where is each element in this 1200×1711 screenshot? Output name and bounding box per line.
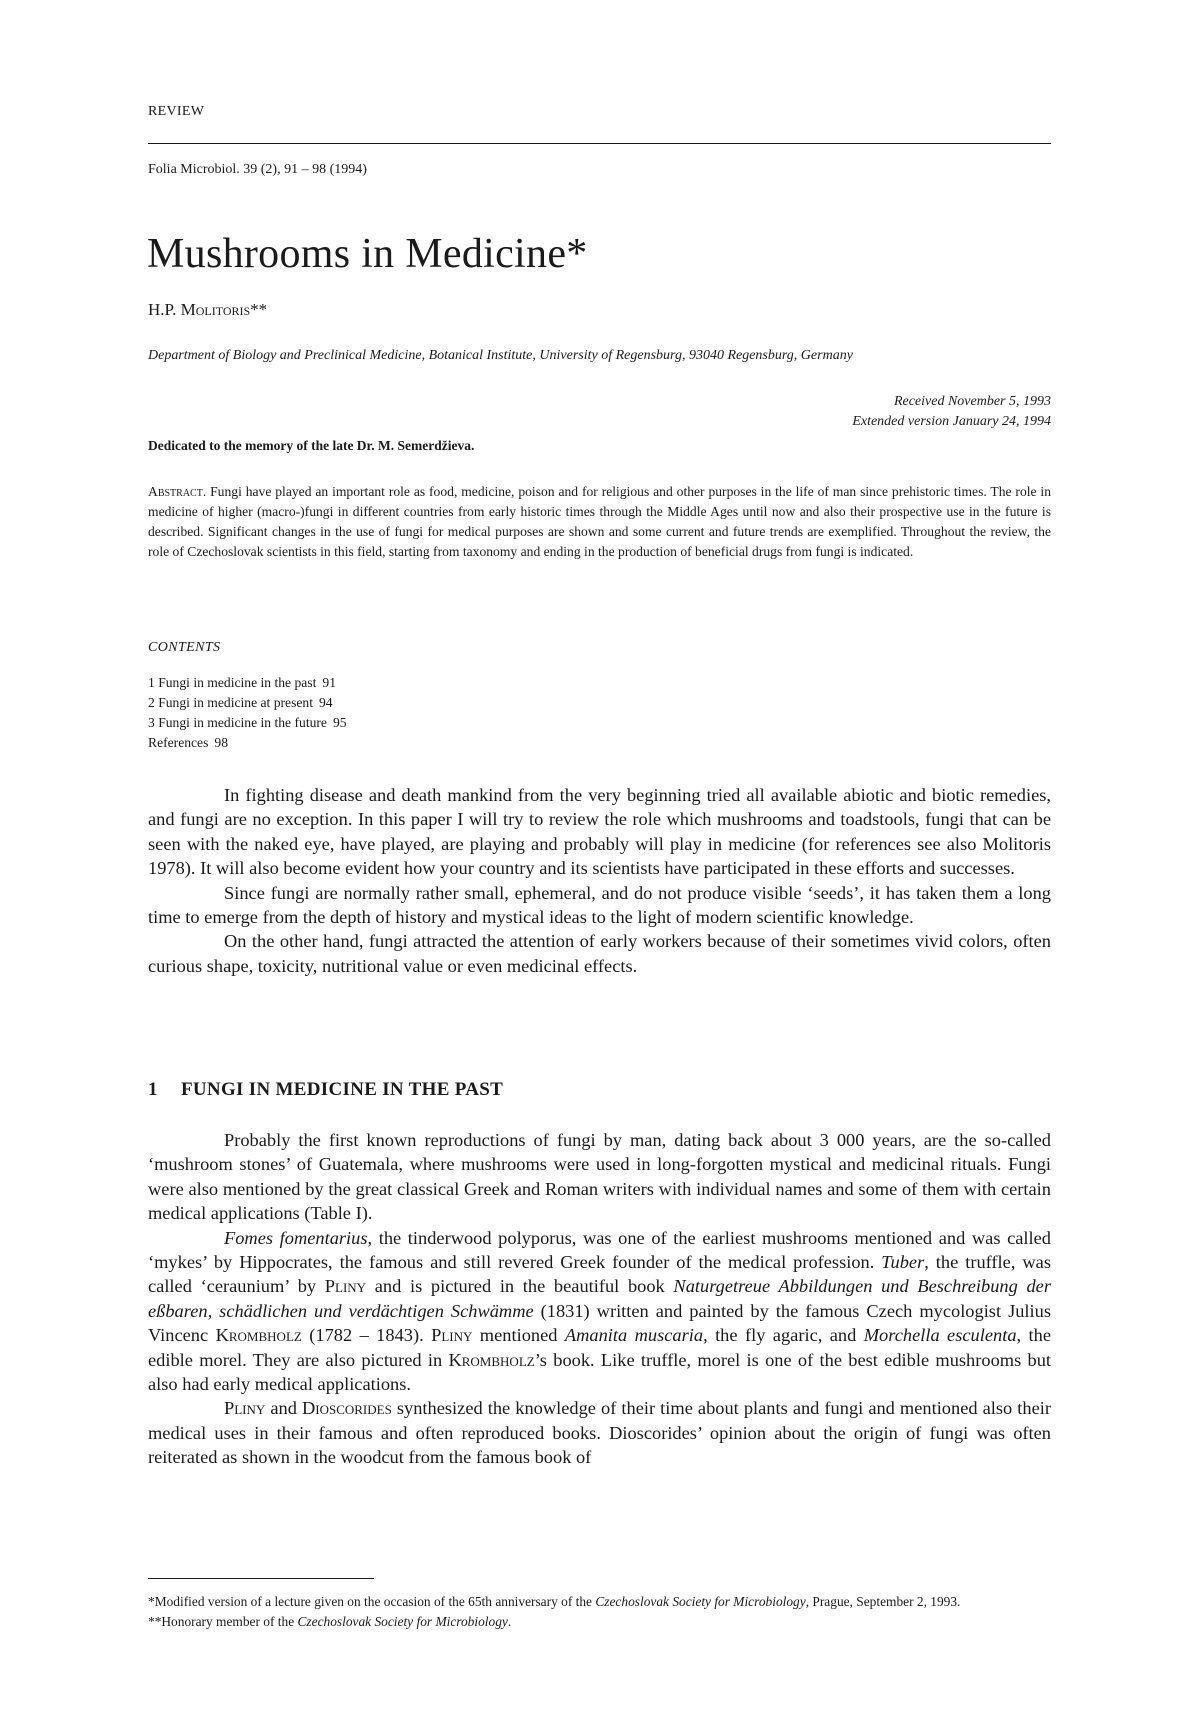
abstract-text: Fungi have played an important role as food, medicine, poison and for religious and other purposes in the life of man since prehistoric times. The role in medicine of higher (macro-)fungi in different countries from early historic times through the Middle Ages until now and also their prospective use in the future is described. Significant changes in the use of fungi for medical purposes are shown and some current and future trends are exemplified. Throughout the review, the role of Czechoslovak scientists in this field, starting from taxonomy and ending in the production of beneficial drugs from fungi is indicated.	[148, 484, 1051, 559]
author	[148, 300, 267, 320]
intro-paragraph-1: In fighting disease and death mankind from the very beginning tried all available abiotic and biotic remedies, and fungi are no exception. In this paper I will try to review the role which mushrooms and toadstools, fungi that can be seen with the naked eye, have played, are playing and probably will play in medicine (for references see also Molitoris 1978). It will also become evident how your country and its scientists have participated in these efforts and successes.	[148, 785, 1051, 879]
author-name: Dioscorides	[301, 1398, 392, 1419]
book-title: Naturgetreue Abbildungen und Beschreibung der eßbaren, schädlichen und verdächtigen Schwämme	[148, 1276, 1051, 1321]
section-1-body	[148, 1128, 1051, 1470]
species-name: Amanita muscaria	[564, 1325, 704, 1346]
article-title: Mushrooms in Medicine*	[147, 231, 588, 277]
section-number: 1	[148, 1079, 158, 1100]
author-name: Krombholz	[448, 1349, 535, 1370]
contents-item-page: 91	[322, 675, 336, 690]
contents-item	[148, 693, 347, 713]
contents-item-label: References	[148, 735, 209, 750]
contents-item-label: 1 Fungi in medicine in the past	[148, 675, 317, 690]
society-name: Czechoslovak Society for Microbiology	[297, 1614, 508, 1629]
author-name: Pliny	[224, 1398, 266, 1419]
footnote-rule	[148, 1578, 374, 1579]
header-rule	[148, 143, 1051, 144]
author-name: Pliny	[431, 1325, 473, 1346]
introduction	[148, 783, 1051, 978]
section-1-paragraph-3: Pliny and Dioscorides synthesized the knowledge of their time about plants and fungi and mentioned also their medical uses in their famous and often reproduced books. Dioscorides’ opinion about the origin of fungi was often reiterated as shown in the woodcut from the famous book of	[148, 1398, 1052, 1468]
affiliation: Department of Biology and Preclinical Medicine, Botanical Institute, University of Regensburg, 93040 Regensburg, Germany	[148, 348, 853, 363]
contents-item-page: 95	[332, 715, 347, 730]
author-initials: H.P.	[148, 300, 181, 319]
intro-paragraph-2: Since fungi are normally rather small, ephemeral, and do not produce visible ‘seeds’, it has taken them a long time to emerge from the depth of history and mystical ideas to the light of modern scientific knowledge.	[148, 882, 1051, 928]
section-title: FUNGI IN MEDICINE IN THE PAST	[181, 1079, 504, 1100]
abstract	[148, 482, 1051, 562]
contents-item	[148, 673, 347, 693]
section-1-heading	[148, 1079, 503, 1101]
contents-item	[148, 733, 347, 753]
contents-item-page: 98	[214, 735, 228, 750]
contents-item-label: 3 Fungi in medicine in the future	[148, 715, 327, 730]
footnotes	[148, 1592, 1051, 1632]
author-surname: Molitoris	[180, 300, 251, 319]
contents-item	[148, 713, 347, 733]
author-name: Krombholz	[215, 1325, 302, 1346]
intro-paragraph-3: On the other hand, fungi attracted the attention of early workers because of their sometimes vivid colors, often curious shape, toxicity, nutritional value or even medicinal effects.	[148, 931, 1051, 976]
section-1-paragraph-1: Probably the first known reproductions of fungi by man, dating back about 3 000 years, are the so-called ‘mushroom stones’ of Guatemala, where mushrooms were used in long-forgotten mystical and medicinal rituals. Fungi were also mentioned by the great classical Greek and Roman writers with individual names and some of them with certain medical applications (Table I).	[148, 1130, 1051, 1224]
author-name: Pliny	[324, 1276, 367, 1297]
contents-item-page: 94	[318, 695, 333, 710]
footnote-2: **Honorary member of the Czechoslovak Society for Microbiology.	[148, 1614, 512, 1629]
footnote-1: *Modified version of a lecture given on the occasion of the 65th anniversary of the Czechoslovak Society for Microbiology, Prague, September 2, 1993.	[148, 1594, 961, 1609]
contents-list	[148, 673, 347, 753]
contents-heading: CONTENTS	[148, 640, 221, 655]
society-name: Czechoslovak Society for Microbiology	[595, 1594, 806, 1609]
species-name: Tuber	[881, 1252, 925, 1273]
contents-item-label: 2 Fungi in medicine at present	[148, 695, 313, 710]
received-date: Received November 5, 1993	[893, 394, 1051, 409]
section-tag: REVIEW	[148, 104, 205, 119]
journal-citation: Folia Microbiol. 39 (2), 91 – 98 (1994)	[148, 162, 367, 177]
section-1-paragraph-2: Fomes fomentarius, the tinderwood polyporus, was one of the earliest mushrooms mentioned and was called ‘mykes’ by Hippocrates, the famous and still revered Greek founder of the medical profession. Tuber, the truffle, was called ‘ceraunium’ by Pliny and is pictured in the beautiful book Naturgetreue Abbildungen und Beschreibung der eßbaren, schädlichen und verdächtigen Schwämme (1831) written and painted by the famous Czech mycologist Julius Vincenc Krombholz (1782 – 1843). Pliny mentioned Amanita muscaria, the fly agaric, and Morchella esculenta, the edible morel. They are also pictured in Krombholz’s book. Like truffle, morel is one of the best edible mushrooms but also had early medical applications.	[148, 1227, 1052, 1395]
species-name: Fomes fomentarius	[224, 1227, 368, 1248]
extended-date: Extended version January 24, 1994	[852, 414, 1051, 429]
species-name: Morchella esculenta	[863, 1325, 1017, 1346]
received-dates	[852, 392, 1051, 432]
dedication: Dedicated to the memory of the late Dr. M. Semerdžieva.	[148, 438, 475, 453]
author-marks: **	[250, 300, 268, 319]
abstract-label: Abstract.	[148, 484, 207, 499]
